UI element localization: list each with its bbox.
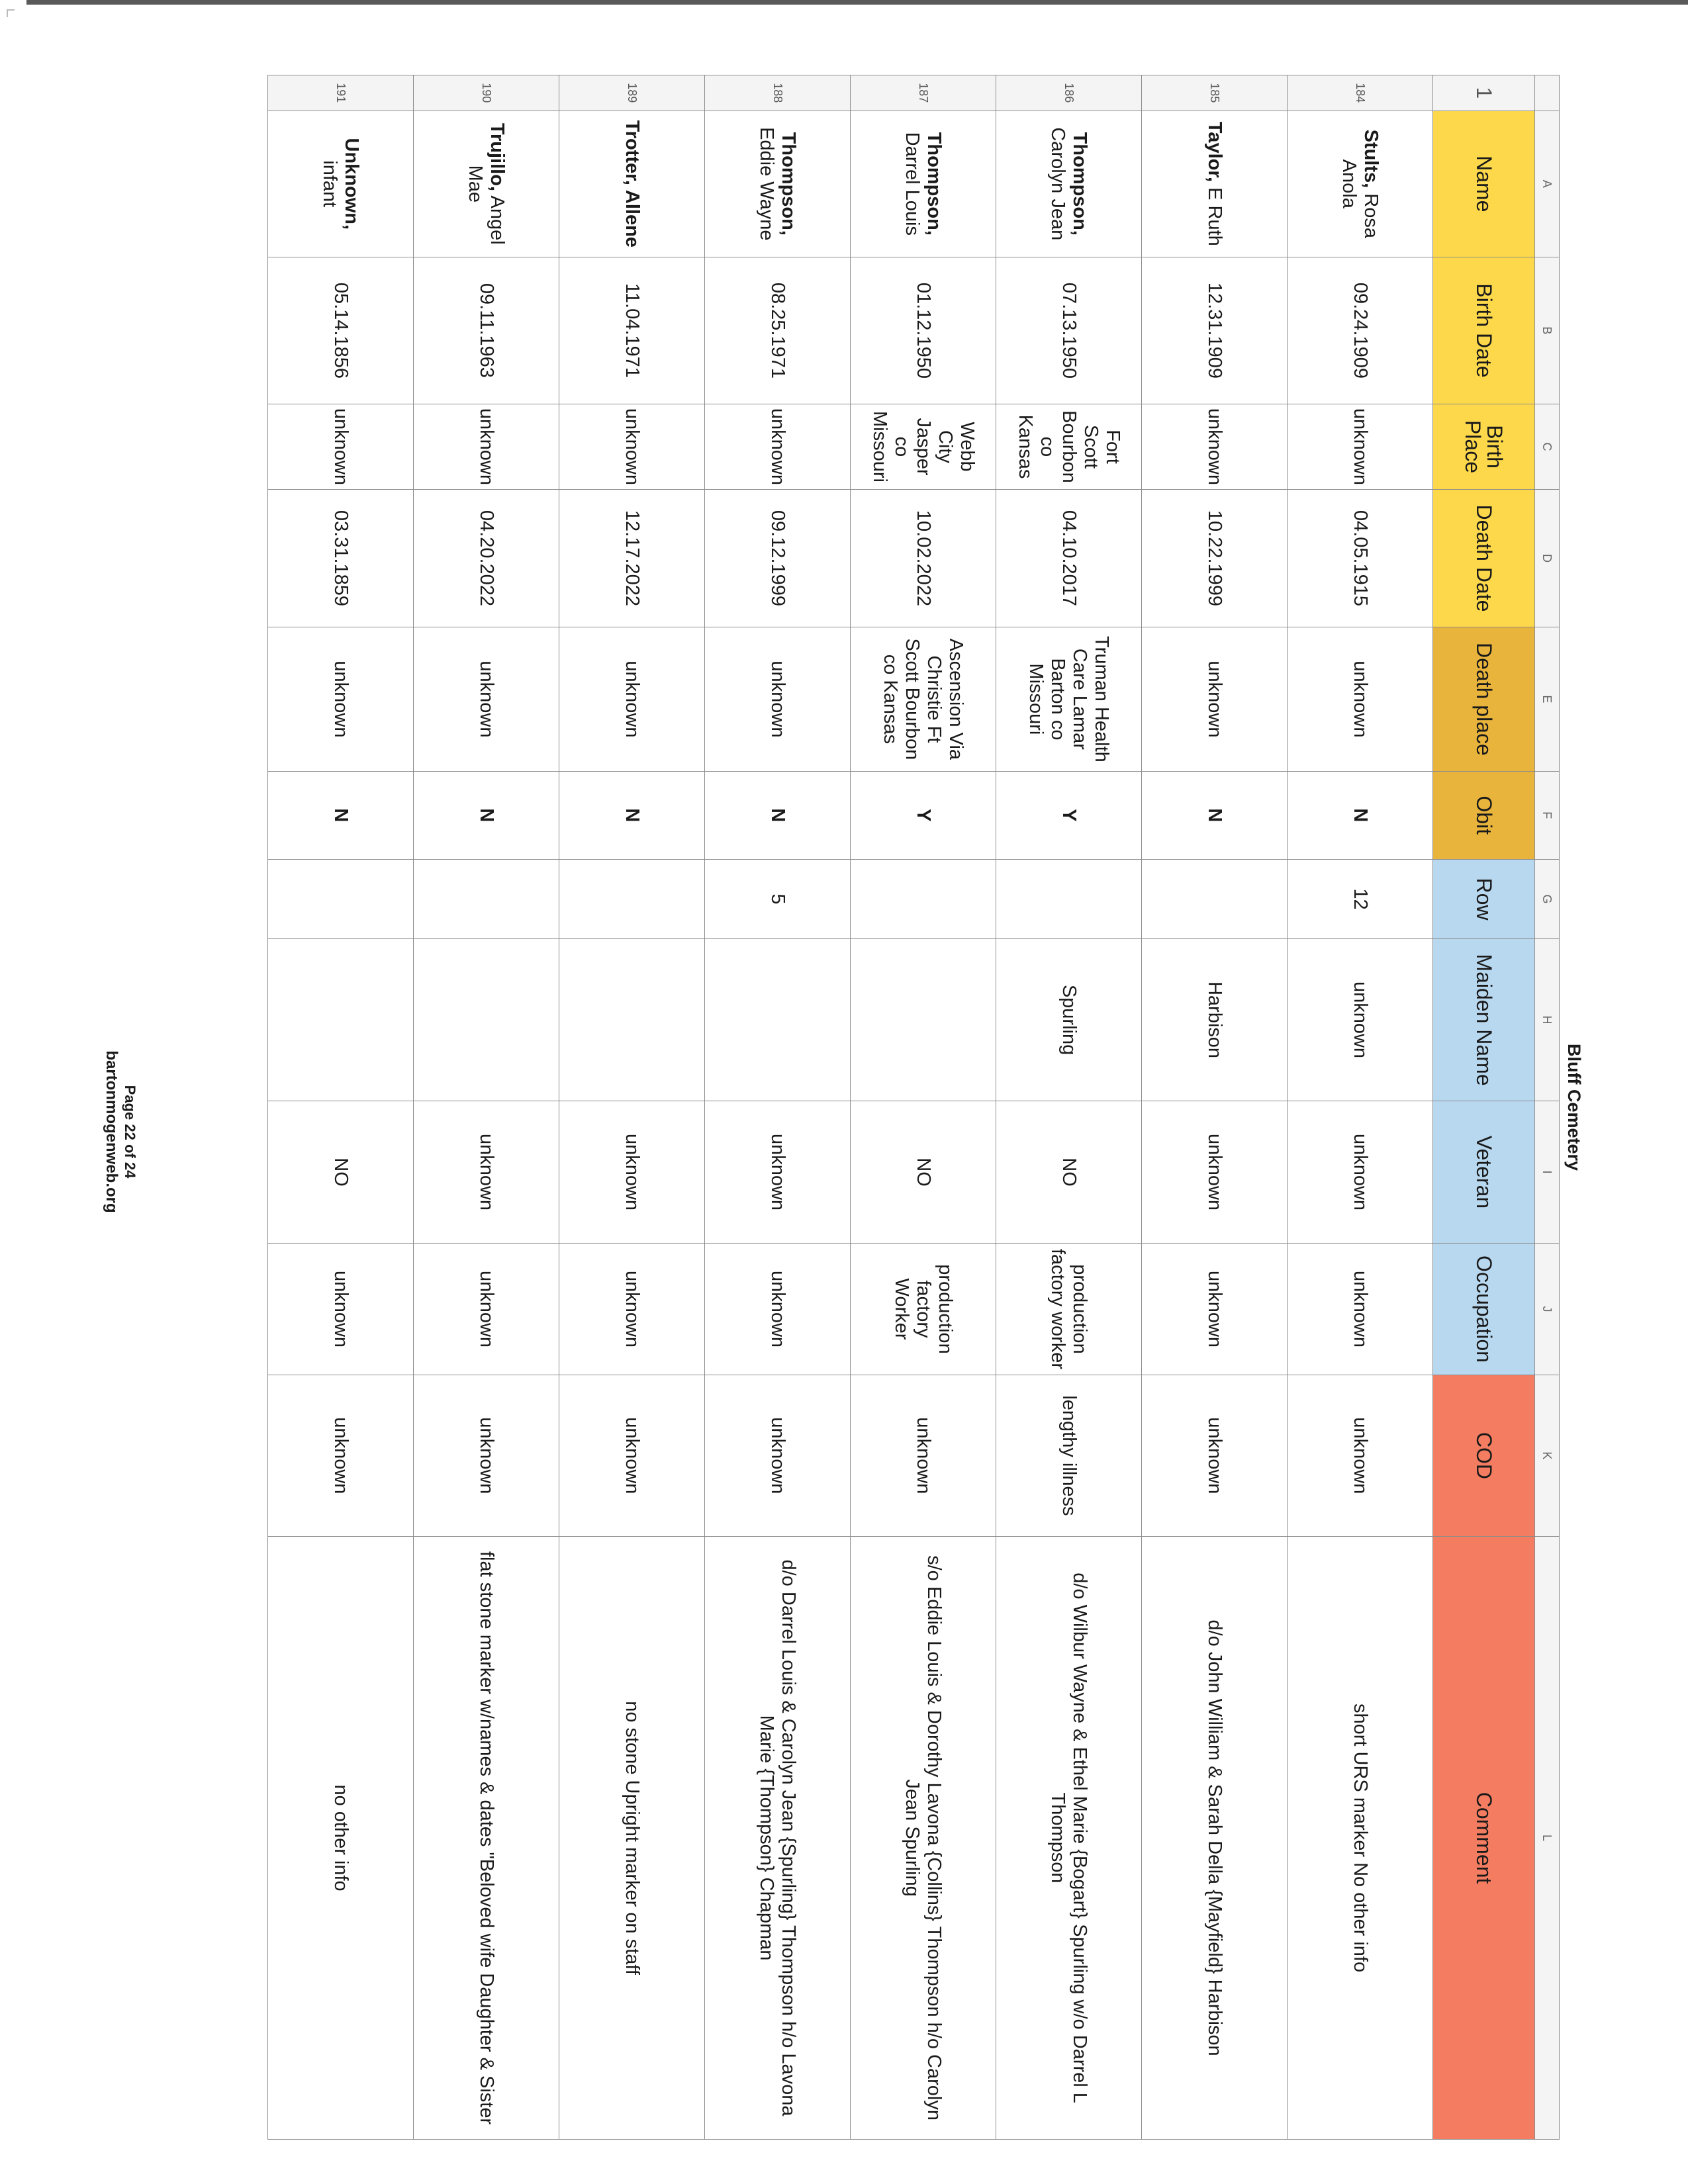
- column-letter: D: [1535, 490, 1560, 627]
- given-name: Rosa Anola: [1338, 159, 1382, 238]
- birth-place: unknown: [414, 404, 559, 489]
- maiden-name: [559, 939, 705, 1101]
- veteran: unknown: [705, 1101, 851, 1244]
- given-name: Carolyn Jean: [1047, 127, 1069, 241]
- page-top-edge: [26, 0, 1688, 5]
- table-row: [414, 75, 559, 2140]
- comment: flat stone marker w/names & dates "Beloved wife Daughter & Sister: [414, 1537, 559, 2140]
- cod: unknown: [1288, 1375, 1433, 1536]
- name-cell: [1142, 111, 1288, 257]
- death-place: unknown: [1142, 627, 1288, 771]
- obit: N: [268, 771, 414, 859]
- column-letter: C: [1535, 404, 1560, 489]
- header-name: Name: [1433, 111, 1535, 257]
- maiden-name: unknown: [1288, 939, 1433, 1101]
- header-row: [1433, 75, 1535, 2140]
- death-place: unknown: [559, 627, 705, 771]
- header-maiden-name: Maiden Name: [1433, 939, 1535, 1101]
- name-cell: [1288, 111, 1433, 257]
- maiden-name: [851, 939, 996, 1101]
- row-cell: [268, 859, 414, 939]
- header-occupation: Occupation: [1433, 1244, 1535, 1375]
- surname: Unknown,: [341, 138, 363, 230]
- death-date: 09.12.1999: [705, 490, 851, 627]
- surname: Thompson,: [1069, 132, 1091, 236]
- comment: d/o Darrel Louis & Carolyn Jean {Spurling} Thompson h/o Lavona Marie {Thompson} Chapman: [705, 1537, 851, 2140]
- obit: Y: [996, 771, 1142, 859]
- birth-place: unknown: [559, 404, 705, 489]
- header-birth-date: Birth Date: [1433, 257, 1535, 404]
- obit: N: [559, 771, 705, 859]
- comment: short URS marker No other info: [1288, 1537, 1433, 2140]
- death-date: 04.10.2017: [996, 490, 1142, 627]
- occupation: unknown: [1142, 1244, 1288, 1375]
- maiden-name: [705, 939, 851, 1101]
- death-place: unknown: [414, 627, 559, 771]
- row-number: 190: [414, 75, 559, 111]
- column-letter: A: [1535, 111, 1560, 257]
- veteran: NO: [996, 1101, 1142, 1244]
- birth-place: unknown: [268, 404, 414, 489]
- death-date: 04.05.1915: [1288, 490, 1433, 627]
- header-birth-place: Birth Place: [1433, 404, 1535, 489]
- header-cod: COD: [1433, 1375, 1535, 1536]
- name-cell: [414, 111, 559, 257]
- veteran: unknown: [559, 1101, 705, 1244]
- obit: N: [1288, 771, 1433, 859]
- row-number: 1: [1433, 75, 1535, 111]
- maiden-name: Spurling: [996, 939, 1142, 1101]
- column-letter: L: [1535, 1537, 1560, 2140]
- row-number: 188: [705, 75, 851, 111]
- comment: no stone Upright marker on staff: [559, 1537, 705, 2140]
- name-cell: [559, 111, 705, 257]
- table-row: [851, 75, 996, 2140]
- death-date: 12.17.2022: [559, 490, 705, 627]
- birth-date: 05.14.1856: [268, 257, 414, 404]
- death-place: Ascension Via Christie Ft Scott Bourbon co Kansas: [851, 627, 996, 771]
- birth-place: Fort Scott Bourbon co Kansas: [996, 404, 1142, 489]
- death-place: unknown: [1288, 627, 1433, 771]
- column-letter: H: [1535, 939, 1560, 1101]
- surname: Thompson,: [778, 132, 800, 236]
- given-name: infant: [319, 160, 341, 208]
- name-cell: [268, 111, 414, 257]
- birth-place: unknown: [705, 404, 851, 489]
- table-row: [559, 75, 705, 2140]
- death-place: unknown: [705, 627, 851, 771]
- birth-date: 09.24.1909: [1288, 257, 1433, 404]
- table-row: [1288, 75, 1433, 2140]
- header-death-date: Death Date: [1433, 490, 1535, 627]
- column-letter: F: [1535, 771, 1560, 859]
- obit: N: [705, 771, 851, 859]
- column-letter: K: [1535, 1375, 1560, 1536]
- occupation: unknown: [268, 1244, 414, 1375]
- veteran: NO: [268, 1101, 414, 1244]
- row-number: 187: [851, 75, 996, 111]
- sheet-title: Bluff Cemetery: [1564, 1043, 1584, 1171]
- birth-date: 07.13.1950: [996, 257, 1142, 404]
- death-date: 04.20.2022: [414, 490, 559, 627]
- row-number: 186: [996, 75, 1142, 111]
- obit: N: [1142, 771, 1288, 859]
- birth-place: unknown: [1142, 404, 1288, 489]
- row-cell: [996, 859, 1142, 939]
- row-cell: [1142, 859, 1288, 939]
- birth-date: 11.04.1971: [559, 257, 705, 404]
- maiden-name: [268, 939, 414, 1101]
- death-place: Truman Health Care Lamar Barton co Missouri: [996, 627, 1142, 771]
- row-cell: 12: [1288, 859, 1433, 939]
- header-death-place: Death place: [1433, 627, 1535, 771]
- occupation: unknown: [1288, 1244, 1433, 1375]
- page-footer: [66, 1046, 139, 1213]
- cod: unknown: [414, 1375, 559, 1536]
- veteran: NO: [851, 1101, 996, 1244]
- corner-cell: [1535, 75, 1560, 111]
- spreadsheet-printout: [203, 75, 1586, 2140]
- occupation: unknown: [559, 1244, 705, 1375]
- given-name: Angel Mae: [465, 165, 508, 245]
- veteran: unknown: [414, 1101, 559, 1244]
- header-veteran: Veteran: [1433, 1101, 1535, 1244]
- column-letter: G: [1535, 859, 1560, 939]
- row-cell: [414, 859, 559, 939]
- death-place: unknown: [268, 627, 414, 771]
- name-cell: [996, 111, 1142, 257]
- row-number: 185: [1142, 75, 1288, 111]
- row-cell: [851, 859, 996, 939]
- surname: Stults,: [1360, 129, 1382, 189]
- cod: unknown: [559, 1375, 705, 1536]
- cemetery-table: [267, 75, 1560, 2140]
- column-letter-row: [1535, 75, 1560, 2140]
- obit: Y: [851, 771, 996, 859]
- surname: Thompson,: [923, 132, 945, 236]
- name-cell: [851, 111, 996, 257]
- row-cell: 5: [705, 859, 851, 939]
- surname: Trotter, Allene: [622, 120, 643, 248]
- column-letter: E: [1535, 627, 1560, 771]
- cod: unknown: [705, 1375, 851, 1536]
- header-row: Row: [1433, 859, 1535, 939]
- occupation: production factory Worker: [851, 1244, 996, 1375]
- table-row: [996, 75, 1142, 2140]
- cod: lengthy illness: [996, 1375, 1142, 1536]
- cod: unknown: [1142, 1375, 1288, 1536]
- birth-date: 08.25.1971: [705, 257, 851, 404]
- column-letter: I: [1535, 1101, 1560, 1244]
- veteran: unknown: [1142, 1101, 1288, 1244]
- given-name: Eddie Wayne: [756, 127, 778, 241]
- comment: s/o Eddie Louis & Dorothy Lavona {Collins} Thompson h/o Carolyn Jean Spurling: [851, 1537, 996, 2140]
- row-number: 189: [559, 75, 705, 111]
- table-row: [705, 75, 851, 2140]
- table-row: [268, 75, 414, 2140]
- row-number: 191: [268, 75, 414, 111]
- obit: N: [414, 771, 559, 859]
- death-date: 10.22.1999: [1142, 490, 1288, 627]
- cod: unknown: [851, 1375, 996, 1536]
- birth-date: 12.31.1909: [1142, 257, 1288, 404]
- surname: Trujillo,: [487, 122, 508, 192]
- veteran: unknown: [1288, 1101, 1433, 1244]
- table-row: [1142, 75, 1288, 2140]
- site-url: bartonmogenweb.org: [103, 1050, 120, 1213]
- scan-corner-mark: [7, 9, 15, 17]
- occupation: production factory worker: [996, 1244, 1142, 1375]
- occupation: unknown: [414, 1244, 559, 1375]
- given-name: E Ruth: [1204, 182, 1225, 246]
- comment: d/o Wilbur Wayne & Ethel Marie {Bogart} Spurling w/o Darrel L Thompson: [996, 1537, 1142, 2140]
- cod: unknown: [268, 1375, 414, 1536]
- page-number: Page 22 of 24: [122, 1085, 138, 1179]
- header-obit: Obit: [1433, 771, 1535, 859]
- birth-place: Webb City Jasper co Missouri: [851, 404, 996, 489]
- birth-place: unknown: [1288, 404, 1433, 489]
- column-letter: J: [1535, 1244, 1560, 1375]
- death-date: 10.02.2022: [851, 490, 996, 627]
- occupation: unknown: [705, 1244, 851, 1375]
- column-letter: B: [1535, 257, 1560, 404]
- header-comment: Comment: [1433, 1537, 1535, 2140]
- row-number: 184: [1288, 75, 1433, 111]
- comment: d/o John William & Sarah Della {Mayfield} Harbison: [1142, 1537, 1288, 2140]
- surname: Taylor,: [1204, 121, 1225, 183]
- comment: no other info: [268, 1537, 414, 2140]
- maiden-name: Harbison: [1142, 939, 1288, 1101]
- death-date: 03.31.1859: [268, 490, 414, 627]
- birth-date: 09.11.1963: [414, 257, 559, 404]
- birth-date: 01.12.1950: [851, 257, 996, 404]
- name-cell: [705, 111, 851, 257]
- row-cell: [559, 859, 705, 939]
- given-name: Darrel Louis: [902, 132, 923, 236]
- maiden-name: [414, 939, 559, 1101]
